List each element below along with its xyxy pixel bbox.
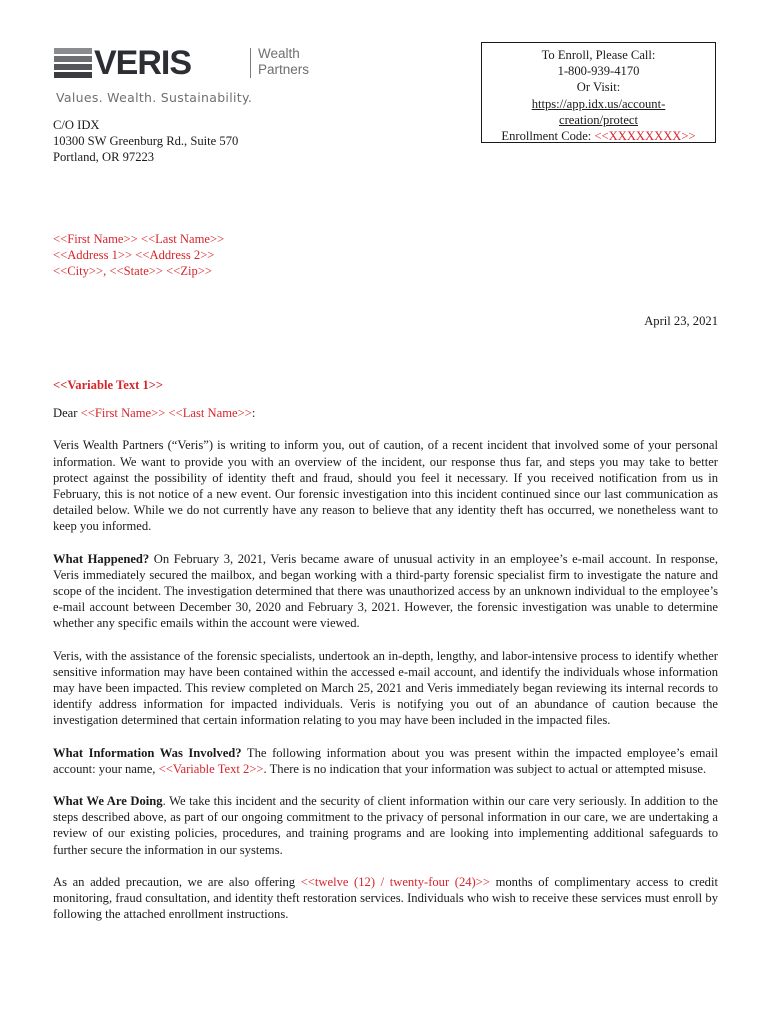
precaution-text-pre: As an added precaution, we are also offering [53,874,301,889]
precaution-text-post: months of complimentary access to credit monitoring, fraud consultation, and identity theft restoration services. Individuals who wish to receive these services must enroll by following the attached enrollment instructions. [53,874,718,922]
return-address-line2: 10300 SW Greenburg Rd., Suite 570 [53,134,239,149]
logo-sub-wealth: Wealth [258,46,300,61]
information-text-post: . There is no indication that your information was subject to actual or attempted misuse. [263,761,707,776]
paragraph-what-we-are-doing [53,793,718,858]
enroll-link-part1: https://app.idx.us/account- [531,96,666,111]
logo-tagline: Values. Wealth. Sustainability. [56,90,253,105]
enroll-link[interactable] [532,97,666,127]
paragraph-what-happened [53,551,718,632]
logo-subtitle [258,46,309,78]
enrollment-code [482,128,715,144]
what-happened-heading: What Happened? [53,551,150,566]
recipient-line1: <<First Name>> <<Last Name>> [53,232,225,246]
information-text-pre: The following information about you was present within the impacted employee’s email account: your name, [53,745,718,776]
veris-logo-mark-icon [54,48,92,78]
enroll-link-part2: creation/protect [558,112,639,127]
recipient-line2: <<Address 1>> <<Address 2>> [53,248,215,263]
logo-divider [250,48,251,78]
what-happened-text: On February 3, 2021, Veris became aware of unusual activity in an employee’s e-mail account. In response, Veris immediately secured the mailbox, and began working with a third-party forensic specialist firm to investigate the nature and scope of the incident. The investigation determined that there was unauthorized access by an unknown individual to the employee’s e-mail account between December 30, 2020 and February 3, 2021. However, the forensic investigation was unable to determine whether any specific emails within the account were viewed. [53,551,718,631]
paragraph-intro: Veris Wealth Partners (“Veris”) is writing to inform you, out of caution, of a recent incident that involved some of your personal information. We want to provide you with an overview of the incident, our response thus far, and steps you may take to better protect against the possibility of identity theft and fraud, should you feel it necessary. If you received notification from us in February, this is not notice of a new event. Our forensic investigation into this incident continued since our last communication as detailed below. While we do not currently have any reason to believe that any identity theft has occurred, we nonetheless want to keep you informed. [53,438,718,534]
enrollment-code-value: <<XXXXXXXX>> [594,129,696,144]
salutation-dear: Dear [53,406,81,421]
enrollment-box [481,42,716,143]
enroll-heading: To Enroll, Please Call: [541,48,656,62]
return-address-line3: Portland, OR 97223 [53,150,155,165]
recipient-address [53,231,224,280]
return-address [53,117,238,166]
salutation [53,405,718,421]
enroll-phone: 1-800-939-4170 [557,64,640,79]
information-heading: What Information Was Involved? [53,745,242,760]
variable-text-1: <<Variable Text 1>> [53,378,164,392]
letter-date: April 23, 2021 [644,314,718,328]
logo-sub-partners: Partners [258,62,310,77]
return-address-line1: C/O IDX [53,118,100,132]
enrollment-code-label: Enrollment Code: [501,129,595,144]
salutation-colon: : [251,406,256,421]
variable-text-2: <<Variable Text 2>> [158,761,264,776]
recipient-line3: <<City>>, <<State>> <<Zip>> [53,264,213,279]
paragraph-precaution [53,874,718,923]
letter-body [53,377,718,938]
what-we-are-doing-heading: What We Are Doing [53,794,163,809]
what-we-are-doing-text: . We take this incident and the security of client information within our care very seriously. In addition to the steps described above, as part of our ongoing commitment to the privacy of personal information in our care, we are undertaking a review of our existing policies, procedures, and training programs and are looking into implementing additional safeguards to further secure the information in our systems. [53,794,718,857]
precaution-duration: <<twelve (12) / twenty-four (24)>> [300,874,490,889]
paragraph-review: Veris, with the assistance of the forensic specialists, undertook an in-depth, lengthy, and labor-intensive process to identify whether sensitive information may have been contained within the accessed e-mail account, and identify the individuals whose information may have been impacted. This review completed on March 25, 2021 and Veris immediately began reviewing its internal records to identify address information for impacted individuals. Veris is notifying you out of an abundance of caution because the investigation determined that certain information relating to you may have been included in the impacted files. [53,648,718,728]
logo-brand: VERIS [94,44,192,82]
enroll-visit: Or Visit: [576,80,621,95]
salutation-name: <<First Name>> <<Last Name>> [80,406,252,421]
paragraph-information [53,745,718,777]
